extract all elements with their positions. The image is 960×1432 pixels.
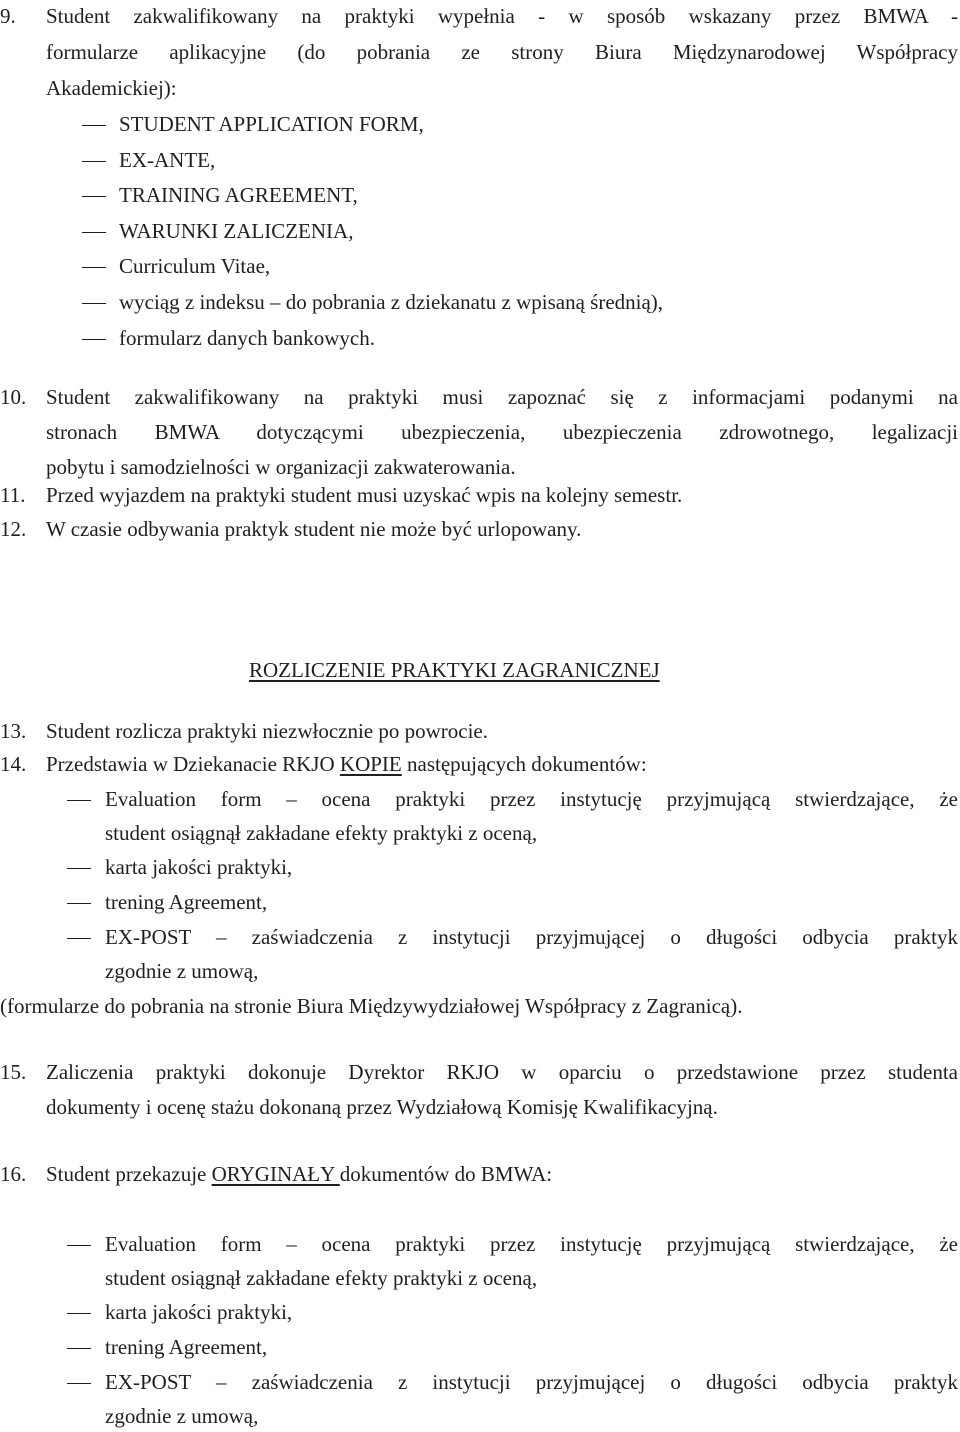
item-14-text-before: Przedstawia w Dziekanacie RKJO: [46, 752, 340, 776]
item-14-text: [46, 752, 647, 776]
item-15-line-2: dokumenty i ocenę stażu dokonaną przez Wydziałową Komisję Kwalifikacyjną.: [46, 1095, 718, 1119]
dash-bullet: [67, 868, 91, 869]
item-15-line-1: Zaliczenia praktyki dokonuje Dyrektor RKJO w oparciu o przedstawione przez studenta: [46, 1060, 958, 1084]
list-item: WARUNKI ZALICZENIA,: [119, 219, 354, 243]
dash-bullet: [82, 161, 106, 162]
list-item: trening Agreement,: [105, 1335, 268, 1359]
item-14-note: (formularze do pobrania na stronie Biura Międzywydziałowej Współpracy z Zagranicą).: [0, 994, 743, 1018]
item-16-text: [46, 1162, 552, 1186]
list-item: STUDENT APPLICATION FORM,: [119, 112, 424, 136]
dash-bullet: [82, 196, 106, 197]
dash-bullet: [82, 339, 106, 340]
item-16-text-after: dokumentów do BMWA:: [339, 1162, 553, 1186]
list-item-continuation: student osiągnął zakładane efekty praktyki z oceną,: [105, 1266, 538, 1290]
item-16-text-before: Student przekazuje: [46, 1162, 212, 1186]
item-9-line-3: Akademickiej):: [46, 76, 177, 100]
section-heading: ROZLICZENIE PRAKTYKI ZAGRANICZNEJ: [249, 658, 660, 682]
list-item: EX-POST – zaświadczenia z instytucji przyjmującej o długości odbycia praktyk: [105, 925, 958, 949]
item-12-number: 12.: [0, 517, 27, 541]
dash-bullet: [67, 1383, 91, 1384]
list-item: wyciąg z indeksu – do pobrania z dziekanatu z wpisaną średnią),: [119, 290, 664, 314]
list-item-continuation: zgodnie z umową,: [105, 1404, 259, 1428]
item-10-number: 10.: [0, 385, 27, 409]
dash-bullet: [67, 938, 91, 939]
item-9-line-1: Student zakwalifikowany na praktyki wypełnia - w sposób wskazany przez BMWA -: [46, 4, 958, 28]
item-10-line-3: pobytu i samodzielności w organizacji zakwaterowania.: [46, 455, 516, 479]
item-16-underlined: ORYGINAŁY: [211, 1162, 340, 1186]
list-item-continuation: student osiągnął zakładane efekty praktyki z oceną,: [105, 821, 538, 845]
list-item-continuation: zgodnie z umową,: [105, 959, 259, 983]
list-item: EX-ANTE,: [119, 148, 216, 172]
item-10-line-2: stronach BMWA dotyczącymi ubezpieczenia, ubezpieczenia zdrowotnego, legalizacji: [46, 420, 958, 444]
item-14-underlined: KOPIE: [339, 752, 402, 776]
list-item: EX-POST – zaświadczenia z instytucji przyjmującej o długości odbycia praktyk: [105, 1370, 958, 1394]
item-9-number: 9.: [0, 4, 16, 28]
item-13-text: Student rozlicza praktyki niezwłocznie po powrocie.: [46, 719, 489, 743]
item-16-number: 16.: [0, 1162, 27, 1186]
dash-bullet: [67, 1245, 91, 1246]
item-14-text-after: następujących dokumentów:: [401, 752, 647, 776]
list-item: karta jakości praktyki,: [105, 1300, 293, 1324]
item-11-text: Przed wyjazdem na praktyki student musi uzyskać wpis na kolejny semestr.: [46, 483, 683, 507]
item-13-number: 13.: [0, 719, 27, 743]
list-item: TRAINING AGREEMENT,: [119, 183, 358, 207]
list-item: Curriculum Vitae,: [119, 254, 271, 278]
list-item: formularz danych bankowych.: [119, 326, 375, 350]
dash-bullet: [82, 267, 106, 268]
list-item: karta jakości praktyki,: [105, 855, 293, 879]
list-item: Evaluation form – ocena praktyki przez instytucję przyjmującą stwierdzające, że: [105, 1232, 958, 1256]
dash-bullet: [67, 903, 91, 904]
item-14-number: 14.: [0, 752, 27, 776]
list-item: trening Agreement,: [105, 890, 268, 914]
item-10-line-1: Student zakwalifikowany na praktyki musi zapoznać się z informacjami podanymi na: [46, 385, 958, 409]
dash-bullet: [82, 232, 106, 233]
dash-bullet: [67, 800, 91, 801]
list-item: Evaluation form – ocena praktyki przez instytucję przyjmującą stwierdzające, że: [105, 787, 958, 811]
item-9-line-2: formularze aplikacyjne (do pobrania ze strony Biura Międzynarodowej Współpracy: [46, 40, 958, 64]
item-12-text: W czasie odbywania praktyk student nie może być urlopowany.: [46, 517, 582, 541]
dash-bullet: [67, 1313, 91, 1314]
dash-bullet: [82, 303, 106, 304]
item-11-number: 11.: [0, 483, 26, 507]
dash-bullet: [67, 1348, 91, 1349]
dash-bullet: [82, 125, 106, 126]
item-15-number: 15.: [0, 1060, 27, 1084]
